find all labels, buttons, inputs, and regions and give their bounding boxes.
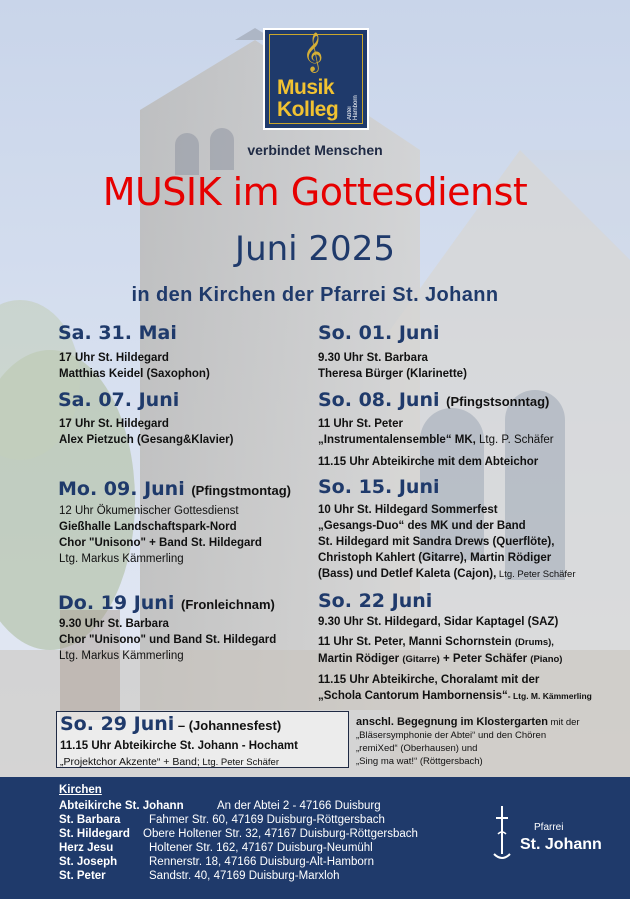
date-heading-so22 <box>318 590 432 612</box>
date-tag: – (Johannesfest) <box>174 718 282 733</box>
event-so01 <box>318 350 467 382</box>
page-subtitle: Juni 2025 <box>235 229 395 269</box>
event-line: Ltg. Markus Kämmerling <box>59 553 184 565</box>
event-line: 11 Uhr St. Peter <box>318 418 404 430</box>
event-line: „Bläsersymphonie der Abtei“ und den Chören <box>356 730 547 741</box>
event-line: 10 Uhr St. Hildegard Sommerfest <box>318 504 498 516</box>
date-tag: (Fronleichnam) <box>180 597 275 612</box>
church-address: Rennerstr. 18, 47166 Duisburg-Alt-Hamborn <box>149 856 375 868</box>
date-heading-so15 <box>318 476 439 498</box>
event-line <box>318 651 592 668</box>
event-line: Gießhalle Landschaftspark-Nord <box>59 521 237 533</box>
anschl-info <box>356 716 580 768</box>
logo-line2: Kolleg <box>277 98 339 121</box>
event-so15 <box>318 502 576 583</box>
church-address: Obere Holtener Str. 32, 47167 Duisburg-Röttgersbach <box>143 828 418 840</box>
event-line <box>60 754 298 771</box>
event-so22 <box>318 614 592 704</box>
church-name: St. Hildegard <box>59 828 130 840</box>
event-text-leader: Ltg. Peter Schäfer <box>496 569 576 580</box>
date-tag: (Pfingstsonntag) <box>446 394 550 409</box>
event-text: „Projektchor Akzente“ + Band; <box>60 756 200 768</box>
date-title: So. 15. Juni <box>318 476 440 498</box>
event-text: 11 Uhr St. Peter, Manni Schornstein <box>318 636 515 648</box>
event-text-small: (Gitarre) <box>402 654 440 665</box>
event-line <box>318 688 592 704</box>
date-title: Sa. 07. Juni <box>58 389 180 411</box>
church-name: St. Barbara <box>59 814 121 826</box>
date-title: Sa. 31. Mai <box>58 322 177 344</box>
event-text-leader: Ltg. Peter Schäfer <box>199 757 279 768</box>
date-tag: (Pfingstmontag) <box>191 483 291 498</box>
event-line: 12 Uhr Ökumenischer Gottesdienst <box>59 505 239 517</box>
event-line: Alex Pietzuch (Gesang&Klavier) <box>59 434 234 446</box>
event-line: St. Hildegard mit Sandra Drews (Querflöte), <box>318 536 555 548</box>
pfarrei-name: St. Johann <box>520 836 602 853</box>
church-name: Abteikirche St. Johann <box>59 800 184 812</box>
event-line: 11.15 Uhr Abteikirche St. Johann - Hochamt <box>60 740 298 752</box>
footer-heading: Kirchen <box>59 784 102 796</box>
pfarrei-label: Pfarrei <box>534 822 564 833</box>
footer-row <box>59 827 418 841</box>
event-do19 <box>59 616 276 664</box>
page-title: MUSIK im Gottesdienst <box>102 170 528 214</box>
church-address: Fahmer Str. 60, 47169 Duisburg-Röttgersbach <box>149 814 385 826</box>
event-text: anschl. Begegnung im Klostergarten <box>356 716 548 728</box>
date-heading-do19 <box>58 592 275 614</box>
date-title: Mo. 09. Juni <box>58 478 185 500</box>
event-line: Christoph Kahlert (Gitarre), Martin Rödiger <box>318 552 552 564</box>
event-text-small: (Drums), <box>514 637 554 648</box>
date-heading-mo09 <box>58 478 291 500</box>
event-text: mit der <box>547 717 580 728</box>
event-line: 17 Uhr St. Hildegard <box>59 352 169 364</box>
page-subline: in den Kirchen der Pfarrei St. Johann <box>131 284 499 306</box>
event-line: Chor "Unisono" + Band St. Hildegard <box>59 537 262 549</box>
event-text: „Instrumentalensemble“ MK, <box>318 434 476 446</box>
pfarrei-logo <box>490 804 610 872</box>
tagline: verbindet Menschen <box>247 142 383 158</box>
date-heading-sa07 <box>58 389 179 411</box>
church-name: St. Joseph <box>59 856 118 868</box>
event-line: 17 Uhr St. Hildegard <box>59 418 169 430</box>
event-line <box>318 566 576 583</box>
logo-line1: Musik <box>277 76 335 99</box>
event-mo09 <box>59 503 262 567</box>
church-name: St. Peter <box>59 870 106 882</box>
event-text: (Bass) und Detlef Kaleta (Cajon), <box>318 568 497 580</box>
treble-clef-icon: 𝄞 <box>303 32 324 72</box>
event-sa07 <box>59 416 233 448</box>
event-line: 11.15 Uhr Abteikirche mit dem Abteichor <box>318 456 539 468</box>
event-line: Theresa Bürger (Klarinette) <box>318 368 467 380</box>
date-heading-so29 <box>60 713 281 735</box>
date-title: So. 08. Juni <box>318 389 440 411</box>
cross-icon <box>490 804 514 864</box>
event-line <box>318 432 554 448</box>
footer-row <box>59 869 340 883</box>
event-so08 <box>318 416 554 470</box>
event-line: „Gesangs-Duo“ des MK und der Band <box>318 520 526 532</box>
event-line: 9.30 Uhr St. Barbara <box>59 618 169 630</box>
church-address: Sandstr. 40, 47169 Duisburg-Marxloh <box>149 870 340 882</box>
event-text: Martin Rödiger <box>318 653 403 665</box>
event-text-leader: Ltg. P. Schäfer <box>475 434 554 446</box>
event-so29 <box>60 738 298 771</box>
event-line: 11.15 Uhr Abteikirche, Choralamt mit der <box>318 674 540 686</box>
event-text: + Peter Schäfer <box>439 653 531 665</box>
date-title: Do. 19 Juni <box>58 592 175 614</box>
event-line: 9.30 Uhr St. Hildegard, Sidar Kaptagel (SAZ) <box>318 616 559 628</box>
date-title: So. 01. Juni <box>318 322 440 344</box>
event-text-small: (Piano) <box>530 654 563 665</box>
footer-row <box>59 799 381 813</box>
church-address: Holtener Str. 162, 47167 Duisburg-Neumühl <box>149 842 373 854</box>
event-sa31 <box>59 350 210 382</box>
church-name: Herz Jesu <box>59 842 114 854</box>
date-heading-sa31 <box>58 322 177 344</box>
logo-side-text: Abtei Hamborn <box>347 95 359 120</box>
date-heading-so01 <box>318 322 439 344</box>
event-line: Chor "Unisono" und Band St. Hildegard <box>59 634 277 646</box>
event-line <box>356 716 580 729</box>
date-heading-so08 <box>318 389 549 411</box>
footer-row <box>59 841 373 855</box>
event-line: „remiXed“ (Oberhausen) und <box>356 743 478 754</box>
footer-row <box>59 855 374 869</box>
event-line: Ltg. Markus Kämmerling <box>59 650 184 662</box>
church-address: An der Abtei 2 - 47166 Duisburg <box>217 800 381 812</box>
musik-kolleg-logo <box>263 28 369 130</box>
date-title: So. 22 Juni <box>318 590 433 612</box>
event-text-small: - Ltg. M. Kämmerling <box>507 691 592 701</box>
footer-row <box>59 813 385 827</box>
event-line <box>318 634 592 651</box>
event-line: 9.30 Uhr St. Barbara <box>318 352 428 364</box>
event-text: „Schola Cantorum Hambornensis“ <box>318 690 508 702</box>
date-title: So. 29 Juni <box>60 713 175 735</box>
event-line: „Sing ma wat!“ (Röttgersbach) <box>356 756 483 767</box>
event-line: Matthias Keidel (Saxophon) <box>59 368 210 380</box>
